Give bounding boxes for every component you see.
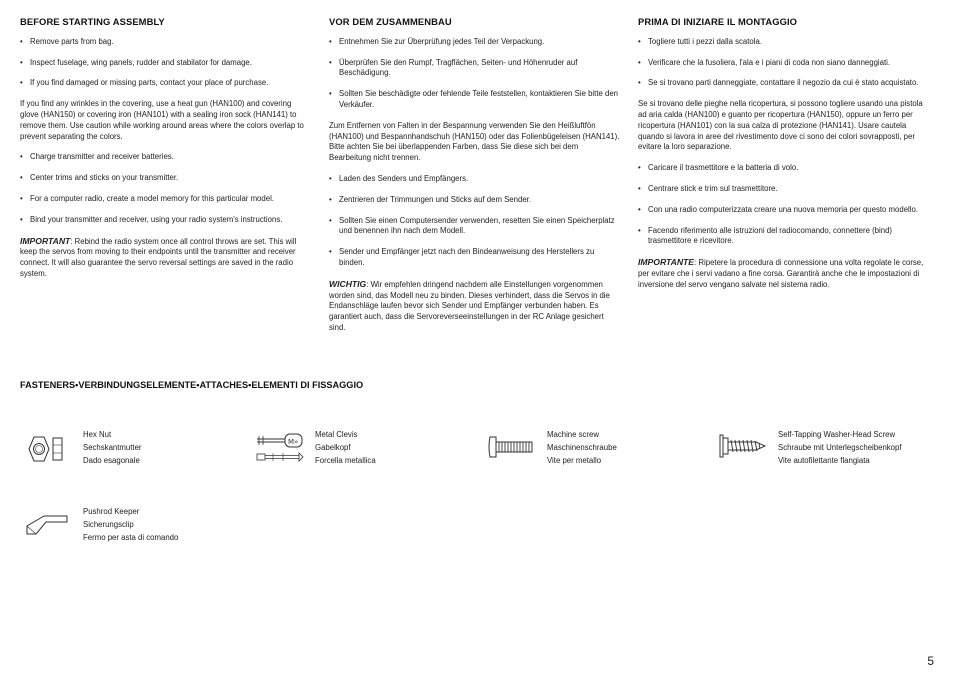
important-note bbox=[329, 279, 621, 334]
list-item: • Zentrieren der Trimmungen und Sticks auf dem Sender. bbox=[329, 195, 621, 206]
list-item: • Sollten Sie beschädigte oder fehlende Teile feststellen, kontaktieren Sie bitte den Verkäufer. bbox=[329, 89, 621, 111]
list-item: • Con una radio computerizzata creare una nuova memoria per questo modello. bbox=[638, 205, 930, 216]
fastener-metal-clevis bbox=[315, 428, 376, 467]
important-note bbox=[20, 236, 312, 280]
fastener-name-it: Dado esagonale bbox=[83, 456, 140, 465]
list-item: • For a computer radio, create a model memory for this particular model. bbox=[20, 194, 312, 205]
column-english bbox=[20, 17, 312, 290]
list-item: • Facendo riferimento alle istruzioni del radiocomando, connettere (bind) trasmettitore e ricevitore. bbox=[638, 226, 930, 248]
list-item: • If you find damaged or missing parts, contact your place of purchase. bbox=[20, 78, 312, 89]
fastener-name-en: Hex Nut bbox=[83, 430, 112, 439]
list-item: • Inspect fuselage, wing panels, rudder and stabilator for damage. bbox=[20, 58, 312, 69]
list-item: • Remove parts from bag. bbox=[20, 37, 312, 48]
fastener-name-en: Pushrod Keeper bbox=[83, 507, 140, 516]
metal-clevis-icon bbox=[255, 430, 305, 466]
fastener-name-de: Sechskantmutter bbox=[83, 443, 142, 452]
fastener-name-it: Fermo per asta di comando bbox=[83, 533, 179, 542]
paragraph: Zum Entfernen von Falten in der Bespannung verwenden Sie den Heißluftfön (HAN100) und Bespannhandschuh (HAN150) oder das Folienbügeleisen (HAN141). Bitte achten Sie bei überlappenden Farben, dass Sie diese sich bei dem Bearbeitung nicht trennen. bbox=[329, 120, 620, 163]
important-text: : Wir empfehlen dringend nachdem alle Einstellungen vorgenommen worden sind, das Modell neu zu binden. Dieses verhindert, dass die Servos in die Endanschläge laufen bevor sich Sender und Empfänger verbunden haben. Es garantiert auch, dass die Servoreverseeinstellungen in der RC Anlage gesichert sind. bbox=[329, 279, 610, 332]
important-text: : Rebind the radio system once all control throws are set. This will keep the servos from moving to their endpoints until the transmitter and receiver connect. It will also guarantee the servo reversal settings are saved in the radio system. bbox=[20, 236, 297, 278]
list-item: • Caricare il trasmettitore e la batteria di volo. bbox=[638, 163, 930, 174]
list-item: • Sollten Sie einen Computersender verwenden, resetten Sie einen Speicherplatz und benennen ihn nach dem Modell. bbox=[329, 216, 621, 238]
list-item: • Se si trovano parti danneggiate, contattare il negozio da cui è stato acquistato. bbox=[638, 78, 930, 89]
list-item: • Laden des Senders und Empfängers. bbox=[329, 174, 621, 185]
fastener-self-tapping-screw bbox=[778, 428, 902, 467]
list-item: • Verificare che la fusoliera, l'ala e i piani di coda non siano danneggiati. bbox=[638, 58, 930, 69]
fastener-name-en: Self-Tapping Washer-Head Screw bbox=[778, 430, 896, 439]
fastener-name-en: Machine screw bbox=[547, 430, 599, 439]
column-italian bbox=[638, 17, 930, 301]
list-item: • Centrare stick e trim sul trasmettitore. bbox=[638, 184, 930, 195]
paragraph: Se si trovano delle pieghe nella ricopertura, si possono togliere usando una pistola ad aria calda (HAN100) e guanto per ricopertura (HAN150), oppure un ferro per ricopertura (HAN101) con la sua calza di protezione (HAN141). Usare cautela quando si lavora in aree del rivestimento dove ci sono dei colori sovrapposti, per evitare la loro separazione. bbox=[638, 99, 923, 152]
list-item: • Sender und Empfänger jetzt nach den Bindeanweisung des Herstellers zu binden. bbox=[329, 247, 621, 269]
paragraph: If you find any wrinkles in the covering, use a heat gun (HAN100) and covering glove (HAN150) or covering iron (HAN101) with a sealing iron sock (HAN141) to remove them. Use caution while working around areas where the colors overlap to prevent separating the colors. bbox=[20, 99, 304, 141]
fasteners-title: FASTENERS•VERBINDUNGSELEMENTE•ATTACHES•ELEMENTI DI FISSAGGIO bbox=[20, 380, 364, 390]
list-item: • Entnehmen Sie zur Überprüfung jedes Teil der Verpackung. bbox=[329, 37, 621, 48]
column-german bbox=[329, 17, 621, 344]
fastener-name-it: Forcella metallica bbox=[315, 456, 376, 465]
section-heading: PRIMA DI INIZIARE IL MONTAGGIO bbox=[638, 16, 798, 27]
important-text: : Ripetere la procedura di connessione una volta regolate le corse, per evitare che i servi vadano a fine corsa. Garantirà anche che le impostazioni di inversione del servo vengano salvate nel sistema radio. bbox=[638, 258, 924, 289]
fastener-name-de: Sicherungsclip bbox=[83, 520, 134, 529]
self-tapping-screw-icon bbox=[718, 432, 768, 460]
page-number: 5 bbox=[927, 654, 934, 668]
section-heading: BEFORE STARTING ASSEMBLY bbox=[20, 16, 165, 27]
list-item: • Charge transmitter and receiver batteries. bbox=[20, 152, 312, 163]
fastener-name-it: Vite autofilettante flangiata bbox=[778, 456, 870, 465]
important-label: WICHTIG bbox=[329, 278, 367, 289]
fastener-name-de: Maschinenschraube bbox=[547, 443, 617, 452]
fastener-name-de: Gabelkopf bbox=[315, 443, 351, 452]
list-item: • Center trims and sticks on your transmitter. bbox=[20, 173, 312, 184]
fastener-hex-nut bbox=[83, 428, 142, 467]
list-item: • Überprüfen Sie den Rumpf, Tragflächen, Seiten- und Höhenruder auf Beschädigung. bbox=[329, 58, 621, 80]
fastener-machine-screw bbox=[547, 428, 617, 467]
machine-screw-icon bbox=[487, 434, 535, 460]
pushrod-keeper-icon bbox=[24, 510, 70, 540]
important-label: IMPORTANT bbox=[20, 235, 71, 246]
important-note bbox=[638, 257, 930, 290]
important-label: IMPORTANTE bbox=[638, 257, 695, 268]
fastener-name-it: Vite per metallo bbox=[547, 456, 602, 465]
fastener-name-en: Metal Clevis bbox=[315, 430, 358, 439]
fastener-pushrod-keeper bbox=[83, 505, 178, 544]
hex-nut-icon bbox=[26, 432, 66, 466]
section-heading: VOR DEM ZUSAMMENBAU bbox=[329, 16, 452, 27]
list-item: • Togliere tutti i pezzi dalla scatola. bbox=[638, 37, 930, 48]
list-item: • Bind your transmitter and receiver, using your radio system's instructions. bbox=[20, 215, 312, 226]
fastener-name-de: Schraube mit Unterlegscheibenkopf bbox=[778, 443, 902, 452]
clevis-icon-label: M» bbox=[288, 438, 299, 446]
